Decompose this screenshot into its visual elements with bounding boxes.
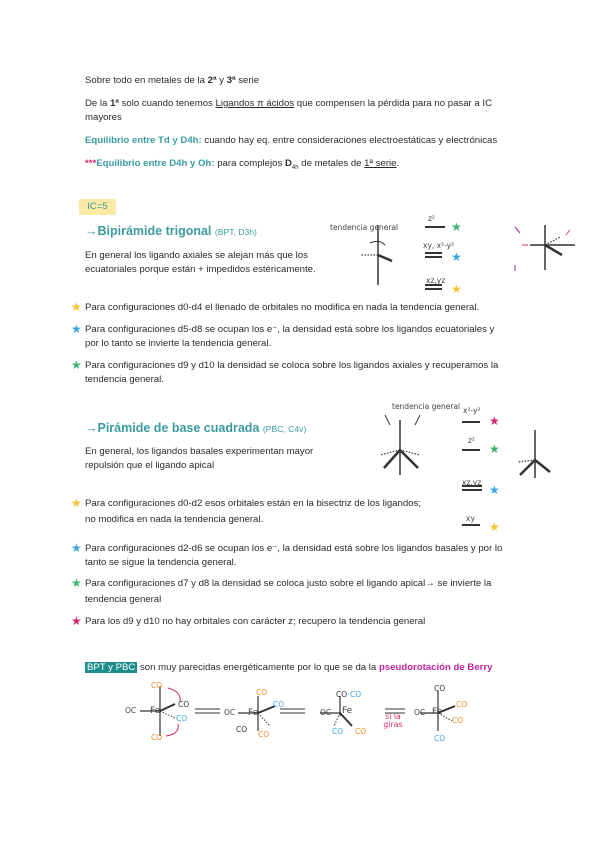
pbc-xzyz-label: xz,yz bbox=[462, 478, 482, 487]
pbc-bullet-3b: tendencia general bbox=[85, 594, 162, 605]
fe-label: Fe bbox=[432, 707, 443, 717]
berry-line: BPT y PBC son muy parecidas energéticamente por lo que se da la pseudorotación de Berry bbox=[87, 662, 493, 673]
fe-label: Fe bbox=[150, 706, 161, 716]
bpt-trend-label: tendencia general bbox=[330, 223, 399, 232]
oc-label: OC bbox=[414, 708, 426, 717]
co-label: CO bbox=[256, 688, 268, 697]
intro-line-2: De la 1ª solo cuando tenemos Ligandos π ácidos que compensen la pérdida para no pasar a IC bbox=[85, 98, 492, 109]
star-green-icon: ★ bbox=[451, 220, 462, 234]
star-green-icon: ★ bbox=[71, 358, 82, 372]
star-pink-icon: ★ bbox=[71, 614, 82, 628]
bpt-geometry-diagram bbox=[330, 215, 600, 295]
pbc-bullet-2: Para configuraciones d2-d6 se ocupan los e⁻, la densidad está sobre los ligandos basales y por lo bbox=[85, 543, 503, 554]
star-blue-icon: ★ bbox=[71, 322, 82, 336]
intro-line-3: Equilibrio entre Td y D4h: cuando hay eq. entre consideraciones electroestáticas y electrónicas bbox=[85, 135, 498, 146]
co-label: CO bbox=[355, 727, 367, 736]
oc-label: OC bbox=[125, 706, 137, 715]
ic-tag: IC=5 bbox=[79, 199, 116, 215]
pbc-x2y2-label: x²-y² bbox=[463, 406, 481, 415]
pbc-desc-2: repulsión que el ligando apical bbox=[85, 460, 215, 471]
pbc-bullet-1: Para configuraciones d0-d2 esos orbitales están en la bisectriz de los ligandos; bbox=[85, 498, 421, 509]
star-yellow-icon: ★ bbox=[71, 496, 82, 510]
co-label: CO bbox=[258, 730, 270, 739]
bpt-bullet-2: Para configuraciones d5-d8 se ocupan los e⁻, la densidad está sobre los ligandos ecuatoriales y bbox=[85, 324, 495, 335]
oc-label: OC bbox=[320, 708, 332, 717]
pbc-desc-1: En general, los ligandos basales experimentan mayor bbox=[85, 446, 314, 457]
co-label: CO bbox=[151, 733, 163, 742]
co-label: CO bbox=[434, 734, 446, 743]
intro-line-1: Sobre todo en metales de la 2ª y 3ª serie bbox=[85, 75, 260, 86]
fe-label: Fe bbox=[248, 708, 259, 718]
star-blue-icon: ★ bbox=[489, 483, 500, 497]
co-label: CO bbox=[332, 727, 344, 736]
co-label: CO bbox=[336, 690, 348, 699]
co-label: CO bbox=[178, 700, 190, 709]
star-blue-icon: ★ bbox=[71, 541, 82, 555]
star-pink-icon: ★ bbox=[489, 414, 500, 428]
pbc-xy-label: xy bbox=[466, 514, 475, 523]
pbc-bullet-2b: tanto se sigue la tendencia general. bbox=[85, 557, 237, 568]
star-green-icon: ★ bbox=[71, 576, 82, 590]
co-label: CO bbox=[176, 714, 188, 723]
fe-label: Fe bbox=[342, 706, 353, 716]
pi-acid-ligands-link: Ligandos π ácidos bbox=[215, 98, 295, 109]
co-label: CO bbox=[456, 700, 468, 709]
pbc-heading: →Pirámide de base cuadrada (PBC, C4v) bbox=[85, 421, 307, 435]
star-yellow-icon: ★ bbox=[489, 520, 500, 534]
pbc-trend-label: tendencia general bbox=[392, 402, 461, 411]
co-label: CO bbox=[151, 681, 163, 690]
star-yellow-icon: ★ bbox=[71, 300, 82, 314]
star-green-icon: ★ bbox=[489, 442, 500, 456]
rotate-note: si la giras bbox=[383, 712, 403, 729]
pbc-z2-label: z² bbox=[468, 436, 475, 445]
co-label: CO bbox=[350, 690, 362, 699]
co-label: CO bbox=[434, 684, 446, 693]
bpt-desc-1: En general los ligando axiales se alejan más que los bbox=[85, 250, 308, 261]
bpt-xy-label: xy, x²-y² bbox=[423, 241, 455, 250]
co-label: CO bbox=[273, 700, 285, 709]
bpt-bullet-3: Para configuraciones d9 y d10 la densidad se coloca sobre los ligandos axiales y recuperamos la bbox=[85, 360, 499, 371]
bpt-bullet-3b: tendencia general. bbox=[85, 374, 164, 385]
star-yellow-icon: ★ bbox=[451, 282, 462, 296]
bpt-xz-label: xz,yz bbox=[426, 276, 446, 285]
star-blue-icon: ★ bbox=[451, 250, 462, 264]
pbc-bullet-3: Para configuraciones d7 y d8 la densidad se coloca justo sobre el ligando apical→ se invierte la bbox=[85, 578, 492, 589]
pbc-bullet-4: Para los d9 y d10 no hay orbitales con carácter z; recupero la tendencia general bbox=[85, 616, 426, 627]
co-label: CO bbox=[452, 716, 464, 725]
intro-line-2b: mayores bbox=[85, 112, 122, 123]
intro-line-4: ***Equilibrio entre D4h y Oh: para complejos $D_{4h}$ de metales de 1ª serie. bbox=[85, 158, 400, 171]
co-label: CO bbox=[236, 725, 248, 734]
oc-label: OC bbox=[224, 708, 236, 717]
bpt-bullet-1: Para configuraciones d0-d4 el llenado de orbitales no modifica en nada la tendencia general. bbox=[85, 302, 480, 313]
pbc-bullet-1b: no modifica en nada la tendencia general. bbox=[85, 514, 264, 525]
bpt-bullet-2b: por lo tanto se invierte la tendencia general. bbox=[85, 338, 272, 349]
bpt-desc-2: ecuatoriales porque están + impedidos estéricamente. bbox=[85, 264, 316, 275]
bpt-heading: →Bipirámide trigonal (BPT, D3h) bbox=[85, 224, 257, 238]
bpt-z2-label: z² bbox=[428, 214, 435, 223]
